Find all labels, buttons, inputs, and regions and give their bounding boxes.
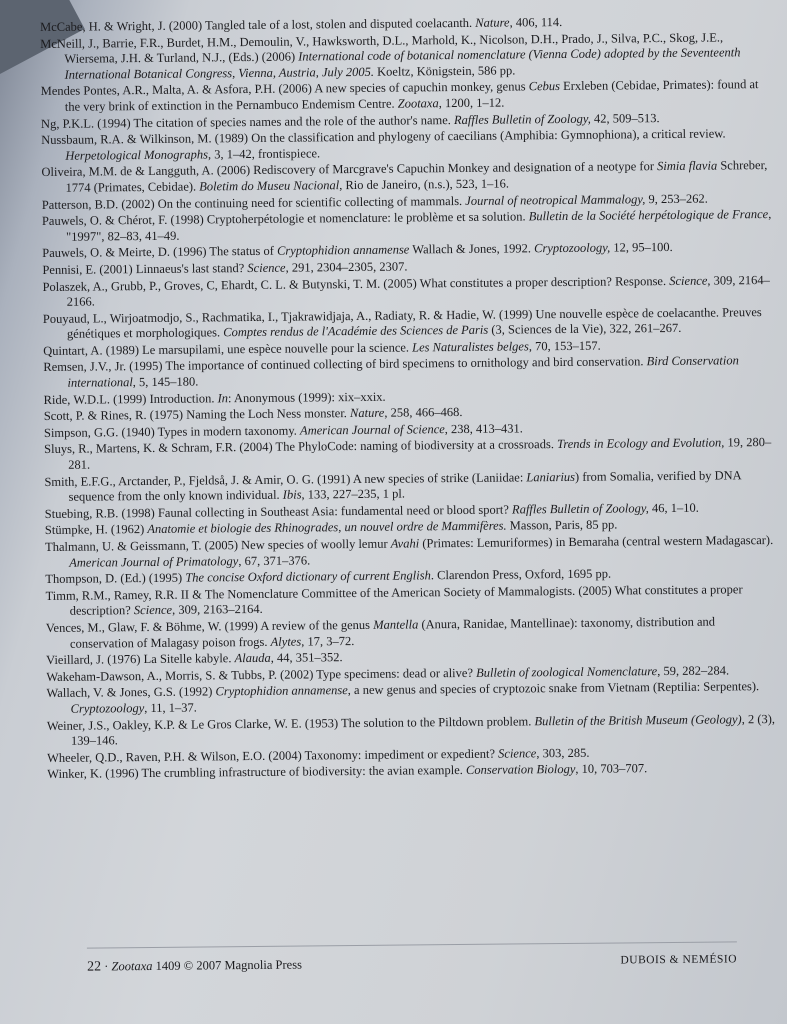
reference-text: 12, 95–100. xyxy=(610,240,673,255)
reference-italic-text: Trends in Ecology and Evolution xyxy=(557,435,722,452)
reference-text: Erxleben (Cebidae, Primates): found at the very brink of extinction in the Pernambuco Endemism Centre. xyxy=(64,77,759,114)
reference-text: Thompson, D. (Ed.) (1995) xyxy=(45,570,186,587)
reference-text: , 2 (3), 139–146. xyxy=(70,711,776,748)
reference-text: , 3, 1–42, frontispiece. xyxy=(207,146,321,162)
reference-text: Scott, P. & Rines, R. (1975) Naming the Loch Ness monster. xyxy=(43,406,351,424)
reference-text: , 303, 285. xyxy=(536,745,590,760)
reference-text: , 309, 2164–2166. xyxy=(66,272,770,309)
reference-text: , 11, 1–37. xyxy=(144,700,197,715)
reference-italic-text: Raffles Bulletin of Zoology, xyxy=(453,111,591,127)
reference-text: Patterson, B.D. (2002) On the continuing need for scientific collecting of mammals. xyxy=(41,193,466,212)
reference-text: Ng, P.K.L. (1994) The citation of species names and the role of the author's name. xyxy=(40,112,455,131)
reference-text: Remsen, J.V., Jr. (1995) The importance of continued collecting of bird specimens to ornithology and bird conservation. xyxy=(43,354,647,375)
reference-italic-text: International code of botanical nomenclature (Vienna Code) adopted by the Seventeenth International Botanical Congress, Vienna, Austria, July 2005. xyxy=(64,45,741,82)
page-number: 22 xyxy=(87,959,102,975)
reference-italic-text: Avahi xyxy=(390,536,420,551)
reference-text: , 10, 703–707. xyxy=(575,761,648,777)
reference-text: Polaszek, A., Grubb, P., Groves, C, Ehardt, C. L. & Butynski, T. M. (2005) What constitutes a proper description? Response. xyxy=(42,273,670,294)
reference-text: Ride, W.D.L. (1999) Introduction. xyxy=(43,390,218,407)
reference-text: Stümpke, H. (1962) xyxy=(44,522,148,538)
reference-italic-text: Raffles Bulletin of Zoology, xyxy=(511,500,649,517)
reference-text: , 67, 371–376. xyxy=(238,553,311,568)
reference-text: Koeltz, Königstein, 586 pp. xyxy=(373,63,516,79)
journal-issue: 1409 xyxy=(155,958,181,973)
reference-text: , 1200, 1–12. xyxy=(438,95,505,111)
reference-text: 9, 253–262. xyxy=(645,191,708,206)
reference-text: Smith, E.F.G., Arctander, P., Fjeldså, J. & Amir, O. G. (1991) A new species of strike (Laniidae: xyxy=(44,469,527,489)
copyright-notice: © 2007 Magnolia Press xyxy=(183,957,302,973)
reference-text: Vences, M., Glaw, F. & Böhme, W. (1999) A review of the genus xyxy=(45,617,374,635)
reference-italic-text: Simia flavia xyxy=(657,158,718,174)
reference-text: . Clarendon Press, Oxford, 1695 pp. xyxy=(430,566,612,583)
reference-text: , a new genus and species of cryptozoic snake from Vietnam (Reptilia: Serpentes). xyxy=(347,679,760,698)
reference-italic-text: Alauda xyxy=(234,650,271,666)
reference-text: Oliveira, M.M. de & Langguth, A. (2006) Rediscovery of Marcgrave's Capuchin Monkey and designation of a neotype for xyxy=(41,159,658,180)
reference-text: , 70, 153–157. xyxy=(528,338,601,354)
reference-text: Sluys, R., Martens, K. & Schram, F.R. (2004) The PhyloCode: naming of biodiversity at a crossroads. xyxy=(44,437,558,457)
reference-text: , 406, 114. xyxy=(509,14,563,30)
reference-italic-text: Mantella xyxy=(373,617,419,632)
reference-italic-text: Alytes xyxy=(270,634,302,649)
reference-text: Schreber, 1774 (Primates, Cebidae). xyxy=(65,158,768,195)
reference-text: : Anonymous (1999): xix–xxix. xyxy=(227,389,386,405)
reference-italic-text: The concise Oxford dictionary of current English xyxy=(185,568,431,585)
reference-italic-text: Boletim do Museu Nacional xyxy=(199,178,340,194)
reference-text: , 59, 282–284. xyxy=(657,663,730,678)
reference-italic-text: Bird Conservation international xyxy=(67,353,739,390)
reference-text: , 133, 227–235, 1 pl. xyxy=(301,486,406,502)
reference-italic-text: Bulletin of zoological Nomenclature xyxy=(476,663,658,680)
reference-text: (3, Sciences de la Vie), 322, 261–267. xyxy=(488,321,682,337)
reference-text: , 309, 2163–2164. xyxy=(171,602,263,618)
reference-text: Nussbaum, R.A. & Wilkinson, M. (1989) On the classification and phylogeny of caecilians (Amphibia: Gymnophiona), a critical review. xyxy=(41,126,726,148)
reference-text: Pauwels, O. & Chérot, F. (1998) Cryptoherpétologie et nomenclature: le problème et sa solution. xyxy=(41,209,529,229)
reference-text: Stuebing, R.B. (1998) Faunal collecting in Southeast Asia: fundamental need or blood sport? xyxy=(44,502,513,521)
reference-text: Vieillard, J. (1976) La Sitelle kabyle. xyxy=(46,651,235,668)
reference-text: McCabe, H. & Wright, J. (2000) Tangled tale of a lost, stolen and disputed coelacanth. xyxy=(40,15,476,34)
reference-text: Winker, K. (1996) The crumbling infrastructure of biodiversity: the avian example. xyxy=(47,763,467,782)
reference-text: Wakeham-Dawson, A., Morris, S. & Tubbs, P. (2002) Type specimens: dead or alive? xyxy=(46,665,477,684)
reference-italic-text: Cryptophidion annamense xyxy=(215,683,348,699)
reference-entry xyxy=(40,30,770,84)
reference-text: Pennisi, E. (2001) Linnaeus's last stand? xyxy=(42,260,248,277)
reference-text: , 44, 351–352. xyxy=(270,650,343,665)
reference-italic-text: Bulletin of the British Museum (Geology) xyxy=(534,711,742,728)
reference-italic-text: Ibis xyxy=(282,487,302,502)
reference-italic-text: Anatomie et biologie des Rhinogrades, un nouvel ordre de Mammifères. xyxy=(147,518,507,537)
reference-italic-text: Nature xyxy=(349,405,385,421)
reference-italic-text: Science xyxy=(133,603,173,618)
reference-italic-text: Les Naturalistes belges xyxy=(412,339,529,355)
reference-italic-text: Journal of neotropical Mammalogy, xyxy=(465,191,646,208)
running-authors: DUBOIS & NEMÉSIO xyxy=(620,953,738,967)
reference-italic-text: Science xyxy=(669,273,708,288)
reference-text: Simpson, G.G. (1940) Types in modern taxonomy. xyxy=(43,423,301,440)
reference-text: , 291, 2304–2305, 2307. xyxy=(285,259,408,275)
reference-text: Wallach, V. & Jones, G.S. (1992) xyxy=(46,684,216,701)
document-page xyxy=(40,13,779,1010)
reference-list xyxy=(40,13,777,783)
reference-text: (Anura, Ranidae, Mantellinae): taxonomy, distribution and conservation of Malagasy poison frogs. xyxy=(69,614,716,651)
reference-text: Wallach & Jones, 1992. xyxy=(409,241,535,257)
footer-rule xyxy=(87,941,737,948)
footer-separator: · xyxy=(104,959,109,974)
reference-italic-text: Laniarius xyxy=(526,469,576,484)
reference-italic-text: Comptes rendus de l'Académie des Sciences de Paris xyxy=(223,322,489,340)
reference-italic-text: American Journal of Primatology xyxy=(69,553,239,570)
reference-text: McNeill, J., Barrie, F.R., Burdet, H.M., Demoulin, V., Hawksworth, D.L., Marhold, K., Nicolson, D.H., Prado, J., Silva, P.C., Skog, J.E., Wiersema, J.H. & Turland, N.J., (Eds.) (2006) xyxy=(40,30,724,66)
journal-name: Zootaxa xyxy=(111,958,153,974)
reference-text: , 19, 280–281. xyxy=(68,435,772,472)
reference-italic-text: Cryptophidion annamense xyxy=(276,242,410,259)
reference-italic-text: Science xyxy=(247,260,286,275)
reference-text: Thalmann, U. & Geissmann, T. (2005) New species of woolly lemur xyxy=(44,536,391,554)
reference-italic-text: In xyxy=(217,390,229,405)
reference-text: Pouyaud, L., Wirjoatmodjo, S., Rachmatika, I., Tjakrawidjaja, A., Radiaty, R. & Hadie, W. (1999) Une nouvelle espèce de coelacanthe. Preuves génétiques et morphologiques. xyxy=(42,304,762,342)
reference-italic-text: Conservation Biology xyxy=(465,762,576,778)
reference-text: 42, 509–513. xyxy=(590,110,660,126)
reference-text: Quintart, A. (1989) Le marsupilami, une espèce nouvelle pour la science. xyxy=(43,340,413,358)
reference-italic-text: Herpetological Monographs xyxy=(65,147,209,163)
reference-italic-text: Bulletin de la Société herpétologique de France xyxy=(528,207,769,224)
reference-text: Wheeler, Q.D., Raven, P.H. & Wilson, E.O. (2004) Taxonomy: impediment or expedient? xyxy=(47,746,499,765)
reference-text: 46, 1–10. xyxy=(648,500,699,515)
reference-text: Mendes Pontes, A.R., Malta, A. & Asfora, P.H. (2006) A new species of capuchin monkey, genus xyxy=(40,79,529,99)
reference-text: , Rio de Janeiro, (n.s.), 523, 1–16. xyxy=(339,176,510,193)
reference-text: , 238, 413–431. xyxy=(444,421,523,436)
reference-italic-text: Cebus xyxy=(528,79,561,94)
reference-italic-text: Science xyxy=(498,745,537,761)
reference-italic-text: Cryptozoology, xyxy=(534,240,611,256)
reference-text: , 258, 466–468. xyxy=(384,405,463,420)
footer-left xyxy=(87,958,302,976)
reference-italic-text: American Journal of Science xyxy=(299,421,445,438)
page-footer xyxy=(87,953,737,977)
reference-text: Weiner, J.S., Oakley, K.P. & Le Gros Clarke, W. E. (1953) The solution to the Piltdown problem. xyxy=(46,713,535,733)
reference-text: Timm, R.M., Ramey, R.R. II & The Nomenclature Committee of the American Society of Mammalogists. (2005) What constitutes a proper description? xyxy=(45,582,743,619)
reference-text: (Primates: Lemuriformes) in Bemaraha (central western Madagascar). xyxy=(419,532,774,551)
reference-text: , "1997", 82–83, 41–49. xyxy=(66,207,772,244)
reference-italic-text: Cryptozoology xyxy=(70,700,145,716)
reference-text: , 5, 145–180. xyxy=(132,374,199,390)
reference-text: ) from Somalia, verified by DNA sequence from the only known individual. xyxy=(68,467,742,504)
reference-text: Masson, Paris, 85 pp. xyxy=(506,517,618,533)
reference-text: Pauwels, O. & Meirte, D. (1996) The status of xyxy=(42,244,278,261)
reference-text: , 17, 3–72. xyxy=(301,633,355,649)
reference-italic-text: Nature xyxy=(475,15,510,30)
reference-italic-text: Zootaxa xyxy=(397,96,439,111)
